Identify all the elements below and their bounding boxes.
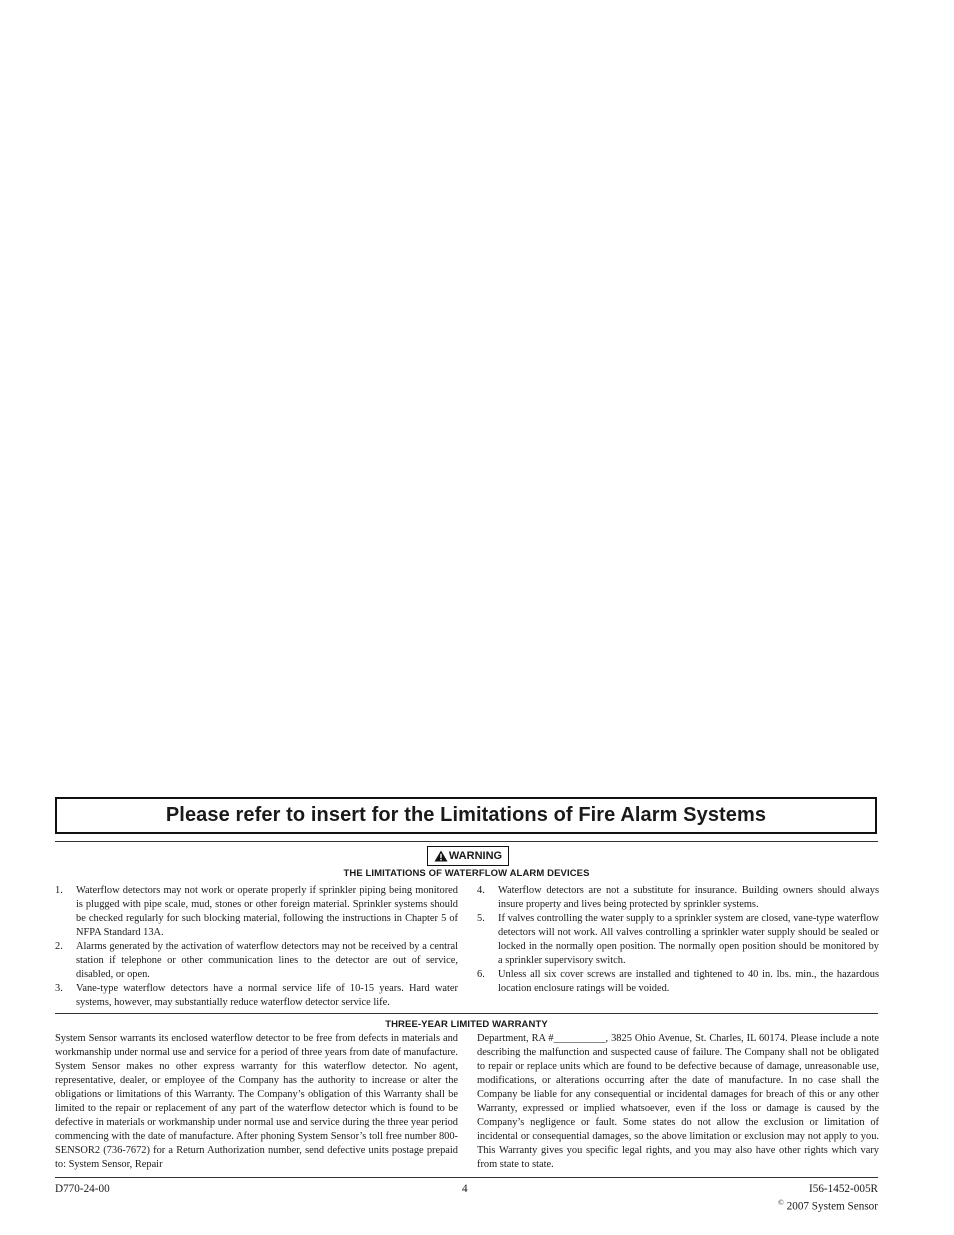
list-item xyxy=(477,968,879,996)
warning-text: WARNING xyxy=(448,850,503,862)
banner-text: Please refer to insert for the Limitations of Fire Alarm Systems xyxy=(165,804,767,826)
warranty-right-text: Department, RA #__________, 3825 Ohio Avenue, St. Charles, IL 60174. Please include a note describing the malfunction and suspected cause of failure. The Company shall not be obligated to repair or replace units which are found to be defective because of damage, unreasonable use, modifications, or alterations occurring after the date of manufacture. In no case shall the Company be liable for any consequential or incidental damages for breach of this or any other Warranty, expressed or implied whatsoever, even if the loss or damage is caused by the Company’s negligence or fault. Some states do not allow the exclusion or limitation of incidental or consequential damages, so the above limitation or exclusion may not apply to you. This Warranty gives you specific legal rights, and you may also have other rights which vary from state to state. xyxy=(477,1033,879,1170)
item-text: If valves controlling the water supply to a sprinkler system are closed, vane-type waterflow detectors will not work. All valves controlling a sprinkler water supply should be sealed or locked in the normally open position. The normally open position should be monitored by a sprinkler supervisory switch. xyxy=(498,913,879,966)
item-number: 1. xyxy=(55,885,63,896)
item-number: 6. xyxy=(477,969,485,980)
limitations-left-column xyxy=(55,884,458,1010)
copyright-symbol: © xyxy=(778,1198,784,1207)
item-number: 3. xyxy=(55,983,63,994)
warranty-title: THREE-YEAR LIMITED WARRANTY xyxy=(385,1019,548,1030)
waterflow-limitations-title: THE LIMITATIONS OF WATERFLOW ALARM DEVICES xyxy=(343,868,590,879)
warning-triangle-icon xyxy=(434,850,448,862)
copyright-line xyxy=(778,1198,878,1213)
limitations-banner xyxy=(55,797,877,834)
item-text: Waterflow detectors may not work or operate properly if sprinkler piping being monitored is plugged with pipe scale, mud, stones or other foreign material. Sprinkler systems should be checked regularly for such blocking material, following the instructions in Chapter 5 of NFPA Standard 13A. xyxy=(76,885,458,938)
page-number: 4 xyxy=(462,1183,468,1195)
list-item xyxy=(55,940,458,982)
item-number: 2. xyxy=(55,941,63,952)
item-text: Alarms generated by the activation of waterflow detectors may not be received by a central station if telephone or other communication lines to the detector are out of service, disabled, or open. xyxy=(76,941,458,980)
list-item xyxy=(55,982,458,1010)
item-number: 5. xyxy=(477,913,485,924)
divider xyxy=(55,1177,878,1178)
list-item xyxy=(55,884,458,940)
divider xyxy=(55,1013,878,1014)
limitations-right-column xyxy=(477,884,879,996)
list-item xyxy=(477,912,879,968)
warranty-left-text: System Sensor warrants its enclosed waterflow detector to be free from defects in materials and workmanship under normal use and service for a period of three years from date of manufacture. System Sensor makes no other express warranty for this waterflow detector. No agent, representative, dealer, or employee of the Company has the authority to increase or alter the obligations or limitations of this Warranty. The Company’s obligation of this Warranty shall be limited to the repair or replacement of any part of the waterflow detector which is found to be defective in materials or workmanship under normal use and service during the three year period commencing with the date of manufacture. After phoning System Sensor’s toll free number 800-SENSOR2 (736-7672) for a Return Authorization number, send defective units postage prepaid to: System Sensor, Repair xyxy=(55,1033,458,1170)
part-number: I56-1452-005R xyxy=(809,1183,878,1195)
item-text: Waterflow detectors are not a substitute for insurance. Building owners should always insure property and lives being protected by sprinkler systems. xyxy=(498,885,879,910)
list-item xyxy=(477,884,879,912)
document-code: D770-24-00 xyxy=(55,1183,110,1195)
copyright-text: 2007 System Sensor xyxy=(786,1200,878,1213)
divider xyxy=(55,841,878,842)
item-text: Unless all six cover screws are installed and tightened to 40 in. lbs. min., the hazardous location enclosure ratings will be voided. xyxy=(498,969,879,994)
warning-label xyxy=(427,846,509,866)
item-number: 4. xyxy=(477,885,485,896)
item-text: Vane-type waterflow detectors have a normal service life of 10-15 years. Hard water systems, however, may substantially reduce waterflow detector service life. xyxy=(76,983,458,1008)
